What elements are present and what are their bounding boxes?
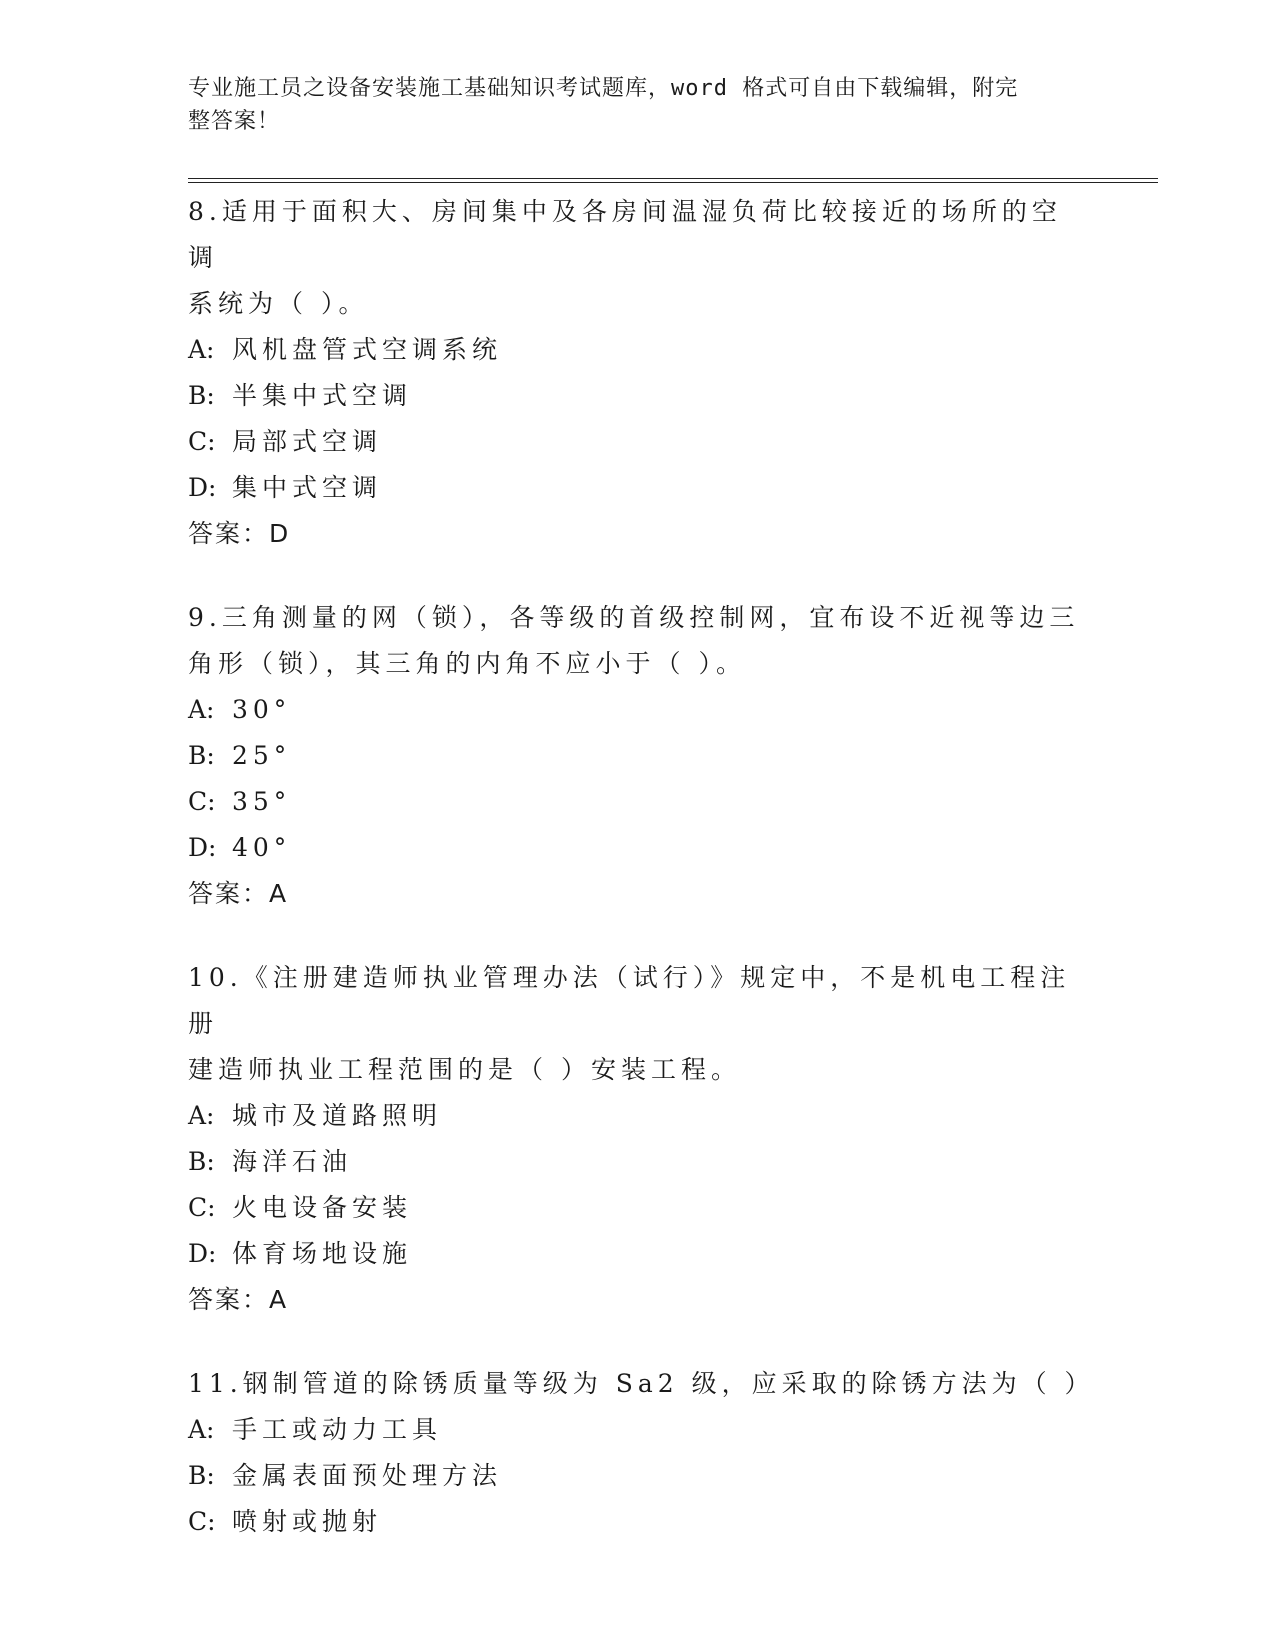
option-text: 喷射或抛射 <box>232 1507 383 1536</box>
option-key: A: <box>188 1415 215 1444</box>
header-divider-top <box>188 178 1158 179</box>
option-b <box>188 1139 1088 1185</box>
question-9 <box>188 595 1088 917</box>
option-c <box>188 419 1088 465</box>
option-text: 35° <box>232 787 292 816</box>
option-text: 金属表面预处理方法 <box>232 1461 503 1490</box>
option-key: B: <box>188 741 215 770</box>
option-key: A: <box>188 335 215 364</box>
question-stem: 11.钢制管道的除锈质量等级为 Sa2 级，应采取的除锈方法为（ ） <box>188 1369 1095 1398</box>
question-list <box>188 189 1095 1583</box>
option-key: D: <box>188 833 217 862</box>
option-text: 体育场地设施 <box>232 1239 413 1268</box>
option-key: B: <box>188 1147 215 1176</box>
option-key: D: <box>188 1239 217 1268</box>
option-key: B: <box>188 1461 215 1490</box>
answer-line: 答案：A <box>188 1285 289 1314</box>
option-text: 集中式空调 <box>232 473 383 502</box>
question-11 <box>188 1361 1095 1545</box>
option-text: 25° <box>232 741 292 770</box>
question-stem: 10.《注册建造师执业管理办法（试行）》规定中，不是机电工程注册 <box>188 963 1071 1038</box>
option-key: A: <box>188 1101 215 1130</box>
answer-line: 答案：D <box>188 519 291 548</box>
question-stem-continued: 建造师执业工程范围的是（ ）安装工程。 <box>188 1055 741 1084</box>
option-text: 海洋石油 <box>232 1147 353 1176</box>
option-d <box>188 825 1088 871</box>
option-c <box>188 779 1088 825</box>
option-b <box>188 1453 1088 1499</box>
header-divider-bottom <box>188 182 1158 183</box>
question-10 <box>188 955 1088 1323</box>
document-header <box>188 72 1078 138</box>
question-stem: 8.适用于面积大、房间集中及各房间温湿负荷比较接近的场所的空调 <box>188 197 1062 272</box>
option-key: C: <box>188 787 216 816</box>
option-text: 40° <box>232 833 292 862</box>
option-c <box>188 1499 1088 1545</box>
option-d <box>188 465 1088 511</box>
question-stem: 9.三角测量的网（锁），各等级的首级控制网，宜布设不近视等边三 <box>188 603 1080 632</box>
option-text: 手工或动力工具 <box>232 1415 443 1444</box>
question-stem-continued: 系统为（ ）。 <box>188 289 369 318</box>
option-text: 城市及道路照明 <box>232 1101 443 1130</box>
option-a <box>188 1407 1088 1453</box>
option-key: C: <box>188 1193 216 1222</box>
header-line-1: 专业施工员之设备安装施工基础知识考试题库，word 格式可自由下载编辑，附完 <box>188 76 1019 101</box>
answer-line: 答案：A <box>188 879 289 908</box>
option-key: C: <box>188 427 216 456</box>
option-text: 风机盘管式空调系统 <box>232 335 503 364</box>
option-a <box>188 687 1088 733</box>
option-key: D: <box>188 473 217 502</box>
question-stem-continued: 角形（锁），其三角的内角不应小于（ ）。 <box>188 649 746 678</box>
option-text: 30° <box>232 695 292 724</box>
option-c <box>188 1185 1088 1231</box>
option-key: B: <box>188 381 215 410</box>
question-8 <box>188 189 1088 557</box>
header-line-2: 整答案！ <box>188 109 281 134</box>
option-a <box>188 1093 1088 1139</box>
option-key: A: <box>188 695 215 724</box>
option-d <box>188 1231 1088 1277</box>
option-b <box>188 373 1088 419</box>
option-text: 火电设备安装 <box>232 1193 413 1222</box>
option-a <box>188 327 1088 373</box>
option-text: 半集中式空调 <box>232 381 413 410</box>
option-b <box>188 733 1088 779</box>
option-text: 局部式空调 <box>232 427 383 456</box>
option-key: C: <box>188 1507 216 1536</box>
